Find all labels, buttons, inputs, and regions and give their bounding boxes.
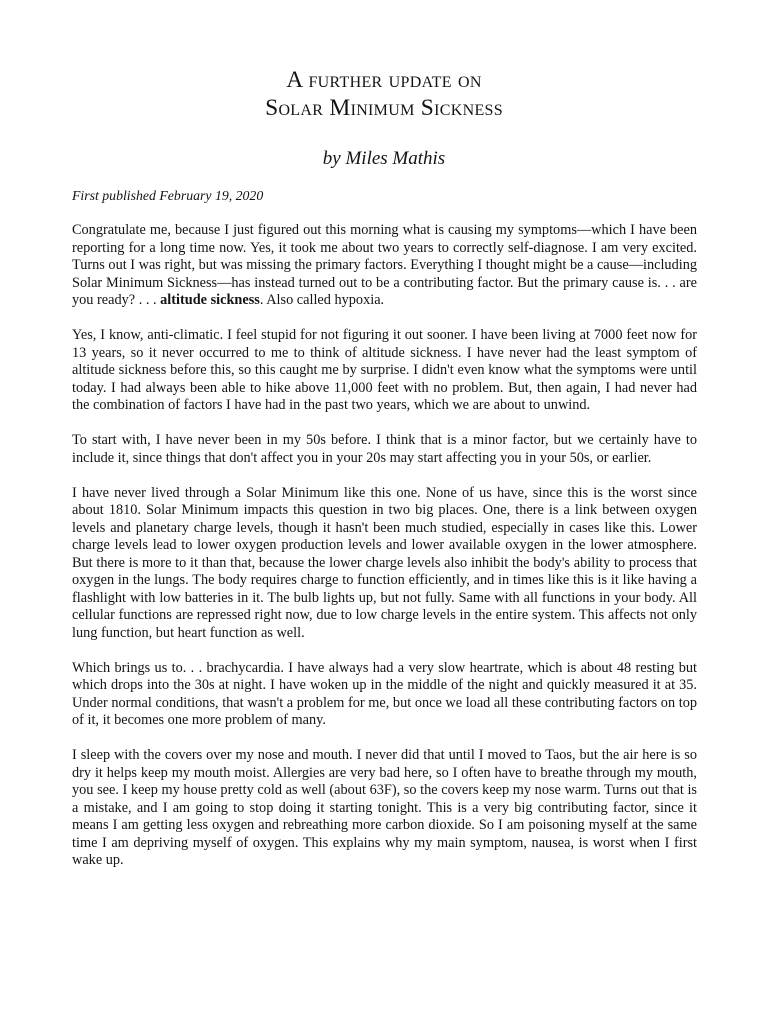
paragraph-4: I have never lived through a Solar Minimum like this one. None of us have, since this is the worst since about 1810. Solar Minimum impacts this question in two big places. One, there is a link between oxygen levels and planetary charge levels, though it hasn't been much studied, especially in cases like this. Lower charge levels lead to lower oxygen production levels and lower available oxygen in the lower atmosphere. But there is more to it than that, because the lower charge levels also inhibit the body's ability to process that oxygen in the lungs. The body requires charge to function efficiently, and in times like this is it like having a flashlight with low batteries in it. The bulb lights up, but not fully. Same with all functions in your body. All cellular functions are repressed right now, due to low charge levels in the entire system. This affects not only lung function, but heart function as well. — [72, 484, 697, 641]
paragraph-6: I sleep with the covers over my nose and mouth. I never did that until I moved to Taos, but the air here is so dry it helps keep my mouth moist. Allergies are very bad here, so I often have to breathe through my mouth, you see. I keep my house pretty cold as well (about 63F), so the covers keep my nose warm. Turns out that is a mistake, and I am going to stop doing it starting tonight. This is a very big contributing factor, since it means I am getting less oxygen and rebreathing more carbon dioxide. So I am poisoning myself at the same time I am depriving myself of oxygen. This explains why my main symptom, nausea, is worst when I first wake up. — [72, 747, 697, 868]
paragraph-2: Yes, I know, anti-climatic. I feel stupid for not figuring it out sooner. I have been living at 7000 feet now for 13 years, so it never occurred to me to think of altitude sickness. I have never had the least symptom of altitude sickness before this, so this caught me by surprise. I didn't even know what the symptoms were until today. I had always been able to hike above 11,000 feet with no problem. But, then again, I had never had the combination of factors I have had in the past two years, which we are about to unwind. — [72, 327, 697, 413]
title-line-1: A further update on — [286, 67, 482, 93]
paragraph-1-text-end: . Also called hypoxia. — [259, 292, 385, 308]
altitude-sickness-bold-term: altitude sickness — [160, 292, 260, 308]
author-byline: by Miles Mathis — [322, 148, 446, 169]
paragraph-5: Which brings us to. . . brachycardia. I have always had a very slow heartrate, which is about 48 resting but which drops into the 30s at night. I have woken up in the middle of the night and quickly measured it at 35. Under normal conditions, that wasn't a problem for me, but once we load all these contributing factors on top of it, it becomes one more problem of many. — [72, 659, 697, 728]
article-body — [72, 222, 697, 887]
paragraph-3: To start with, I have never been in my 50s before. I think that is a minor factor, but we certainly have to include it, since things that don't affect you in your 20s may start affecting you in your 50s, or earlier. — [72, 432, 697, 466]
paragraph-1-text-start: Congratulate me, because I just figured out this morning what is causing my symptoms—which I have been reporting for a long time now. Yes, it took me about two years to correctly self-diagnose. I am very excited. Turns out I was right, but was missing the primary factors. Everything I thought might be a cause—including Solar Minimum Sickness—has instead turned out to be a contributing factor. But the primary cause is. . . are you ready? . . . — [72, 222, 697, 308]
document-title — [0, 66, 768, 122]
publication-date: First published February 19, 2020 — [72, 188, 264, 203]
paragraph-1 — [72, 222, 697, 310]
title-line-2: Solar Minimum Sickness — [265, 95, 503, 121]
